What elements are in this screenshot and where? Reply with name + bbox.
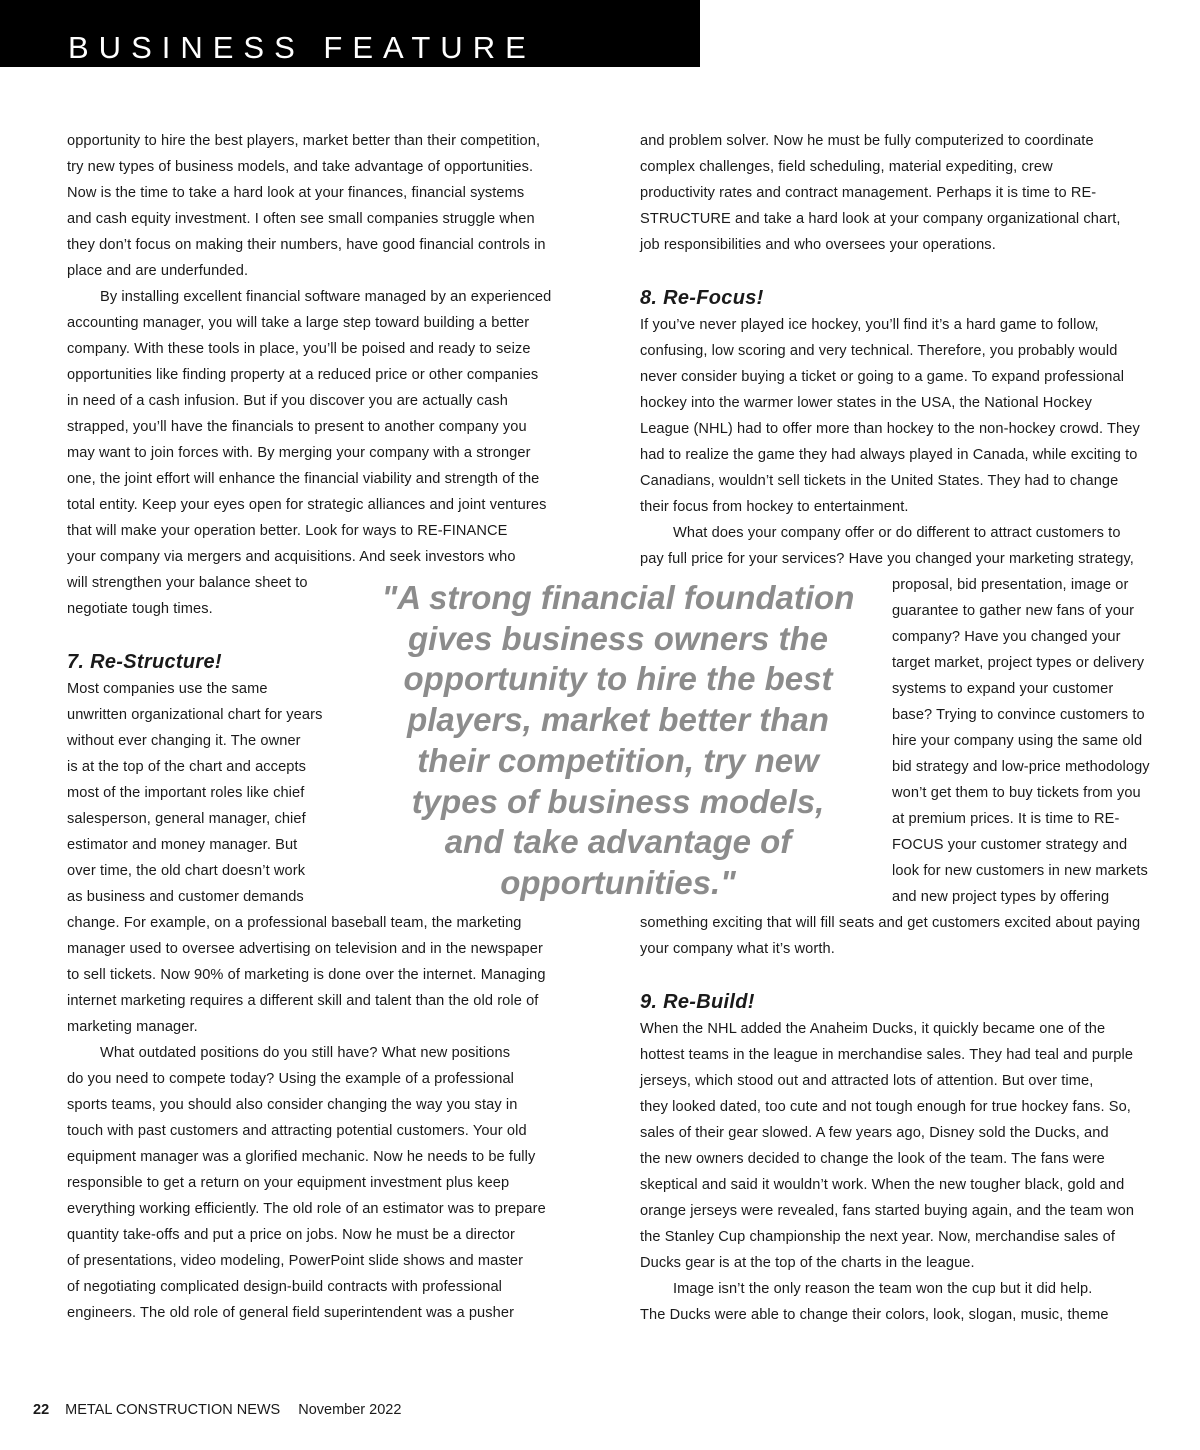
text-line: orange jerseys were revealed, fans started buying again, and the team won [640,1203,1135,1219]
text-line: hockey into the warmer lower states in the USA, the National Hockey [640,395,1093,411]
text-line: change. For example, on a professional baseball team, the marketing [67,915,522,931]
text-line: internet marketing requires a different skill and talent than the old role of [67,993,539,1009]
text-line: won’t get them to buy tickets from you [892,785,1141,801]
pull-quote-line: their competition, try new [417,741,819,779]
text-line: opportunities like finding property at a reduced price or other companies [67,367,539,383]
text-line: sales of their gear slowed. A few years ago, Disney sold the Ducks, and [640,1125,1109,1141]
text-line: complex challenges, field scheduling, material expediting, crew [640,159,1053,175]
text-line: most of the important roles like chief [67,785,305,801]
text-line: responsible to get a return on your equipment investment plus keep [67,1175,510,1191]
text-line: they looked dated, too cute and not tough enough for true hockey fans. So, [640,1099,1131,1115]
text-line: the new owners decided to change the look of the team. The fans were [640,1151,1105,1167]
text-line: their focus from hockey to entertainment. [640,499,909,515]
text-line: at premium prices. It is time to RE- [892,811,1120,827]
paragraph [67,284,607,622]
text-line: bid strategy and low-price methodology [892,759,1150,775]
text-line: FOCUS your customer strategy and [892,837,1128,853]
text-line: company. With these tools in place, you’ll be poised and ready to seize [67,341,531,357]
text-line: The Ducks were able to change their colors, look, slogan, music, theme [640,1307,1109,1323]
text-line: place and are underfunded. [67,263,249,279]
text-line: sports teams, you should also consider changing the way you stay in [67,1097,518,1113]
paragraph [640,128,1180,258]
text-line: try new types of business models, and take advantage of opportunities. [67,159,534,175]
pull-quote-line: "A strong financial foundation [381,579,855,616]
text-line: company? Have you changed your [892,629,1121,645]
paragraph [67,1040,607,1326]
text-line: Image isn’t the only reason the team won the cup but it did help. [673,1281,1093,1297]
text-line: job responsibilities and who oversees your operations. [640,237,996,253]
text-line: of negotiating complicated design-build contracts with professional [67,1279,503,1295]
text-line: as business and customer demands [67,889,304,905]
page-footer [33,1400,401,1420]
text-line: productivity rates and contract management. Perhaps it is time to RE- [640,185,1097,201]
text-line: in need of a cash infusion. But if you discover you are actually cash [67,393,508,409]
text-line: the Stanley Cup championship the next year. Now, merchandise sales of [640,1229,1115,1245]
text-line: What does your company offer or do different to attract customers to [673,525,1121,541]
spacer [640,962,1180,988]
text-line: unwritten organizational chart for years [67,707,323,723]
text-line: and cash equity investment. I often see small companies struggle when [67,211,535,227]
text-line: guarantee to gather new fans of your [892,603,1135,619]
paragraph [67,128,607,284]
text-line: never consider buying a ticket or going to a game. To expand professional [640,369,1125,385]
text-line: target market, project types or delivery [892,655,1145,671]
text-line: everything working efficiently. The old role of an estimator was to prepare [67,1201,546,1217]
text-line: they don’t focus on making their numbers, have good financial controls in [67,237,546,253]
section-banner [0,0,700,67]
text-line: If you’ve never played ice hockey, you’ll find it’s a hard game to follow, [640,317,1099,333]
heading-re-structure: 7. Re-Structure! [67,651,222,673]
section-title: BUSINESS FEATURE [68,30,536,65]
text-line: hottest teams in the league in merchandise sales. They had teal and purple [640,1047,1134,1063]
text-line: and new project types by offering [892,889,1110,905]
text-line: By installing excellent financial software managed by an experienced [100,289,552,305]
text-line: touch with past customers and attracting potential customers. Your old [67,1123,527,1139]
text-line: When the NHL added the Anaheim Ducks, it quickly became one of the [640,1021,1106,1037]
text-line: engineers. The old role of general field superintendent was a pusher [67,1305,515,1321]
text-line: skeptical and said it wouldn’t work. When the new tougher black, gold and [640,1177,1125,1193]
publication-name: METAL CONSTRUCTION NEWS [65,1402,281,1418]
text-line: look for new customers in new markets [892,863,1148,879]
text-line: your company what it’s worth. [640,941,835,957]
text-line: opportunity to hire the best players, market better than their competition, [67,133,541,149]
text-line: accounting manager, you will take a large step toward building a better [67,315,530,331]
pull-quote-line: opportunity to hire the best [403,660,833,698]
text-line: and problem solver. Now he must be fully computerized to coordinate [640,133,1094,149]
text-line: What outdated positions do you still have? What new positions [100,1045,511,1061]
heading-re-build: 9. Re-Build! [640,991,755,1013]
text-line: without ever changing it. The owner [67,733,301,749]
text-line: your company via mergers and acquisitions. And seek investors who [67,549,516,565]
pull-quote-line: and take advantage of [444,823,792,861]
text-line: Now is the time to take a hard look at your finances, financial systems [67,185,525,201]
paragraph [640,1276,1180,1328]
text-line: may want to join forces with. By merging your company with a stronger [67,445,531,461]
pull-quote-line: types of business models, [411,782,825,820]
paragraph [640,1016,1180,1276]
text-line: systems to expand your customer [892,681,1114,697]
text-line: over time, the old chart doesn’t work [67,863,306,879]
text-line: proposal, bid presentation, image or [892,577,1129,593]
text-line: Most companies use the same [67,681,268,697]
text-line: strapped, you’ll have the financials to present to another company you [67,419,527,435]
text-line: will strengthen your balance sheet to [67,575,308,591]
paragraph [640,312,1180,520]
text-line: manager used to oversee advertising on television and in the newspaper [67,941,543,957]
text-line: equipment manager was a glorified mechanic. Now he needs to be fully [67,1149,536,1165]
pull-quote [364,578,872,904]
text-line: total entity. Keep your eyes open for strategic alliances and joint ventures [67,497,547,513]
text-line: that will make your operation better. Look for ways to RE-FINANCE [67,523,508,539]
text-line: is at the top of the chart and accepts [67,759,307,775]
spacer [640,258,1180,284]
text-line: base? Trying to convince customers to [892,707,1145,723]
text-line: one, the joint effort will enhance the financial viability and strength of the [67,471,540,487]
text-line: had to realize the game they had always played in Canada, while exciting to [640,447,1138,463]
text-line: STRUCTURE and take a hard look at your company organizational chart, [640,211,1121,227]
page-number: 22 [33,1402,50,1418]
text-line: Canadians, wouldn’t sell tickets in the United States. They had to change [640,473,1119,489]
pull-quote-line: opportunities." [500,863,736,901]
text-line: quantity take-offs and put a price on jobs. Now he must be a director [67,1227,515,1243]
text-line: of presentations, video modeling, PowerPoint slide shows and master [67,1253,524,1269]
issue-date: November 2022 [298,1402,402,1418]
text-line: confusing, low scoring and very technical. Therefore, you probably would [640,343,1118,359]
text-line: Ducks gear is at the top of the charts in the league. [640,1255,975,1271]
text-line: estimator and money manager. But [67,837,298,853]
text-line: League (NHL) had to offer more than hockey to the non-hockey crowd. They [640,421,1140,437]
text-line: jerseys, which stood out and attracted lots of attention. But over time, [640,1073,1094,1089]
text-line: do you need to compete today? Using the example of a professional [67,1071,515,1087]
text-line: negotiate tough times. [67,601,213,617]
text-line: to sell tickets. Now 90% of marketing is done over the internet. Managing [67,967,546,983]
pull-quote-line: gives business owners the [408,619,828,657]
pull-quote-line: players, market better than [407,701,829,739]
text-line: hire your company using the same old [892,733,1143,749]
heading-re-focus: 8. Re-Focus! [640,287,764,309]
text-line: salesperson, general manager, chief [67,811,306,827]
text-line: something exciting that will fill seats and get customers excited about paying [640,915,1141,931]
text-line: pay full price for your services? Have you changed your marketing strategy, [640,551,1134,567]
text-line: marketing manager. [67,1019,198,1035]
